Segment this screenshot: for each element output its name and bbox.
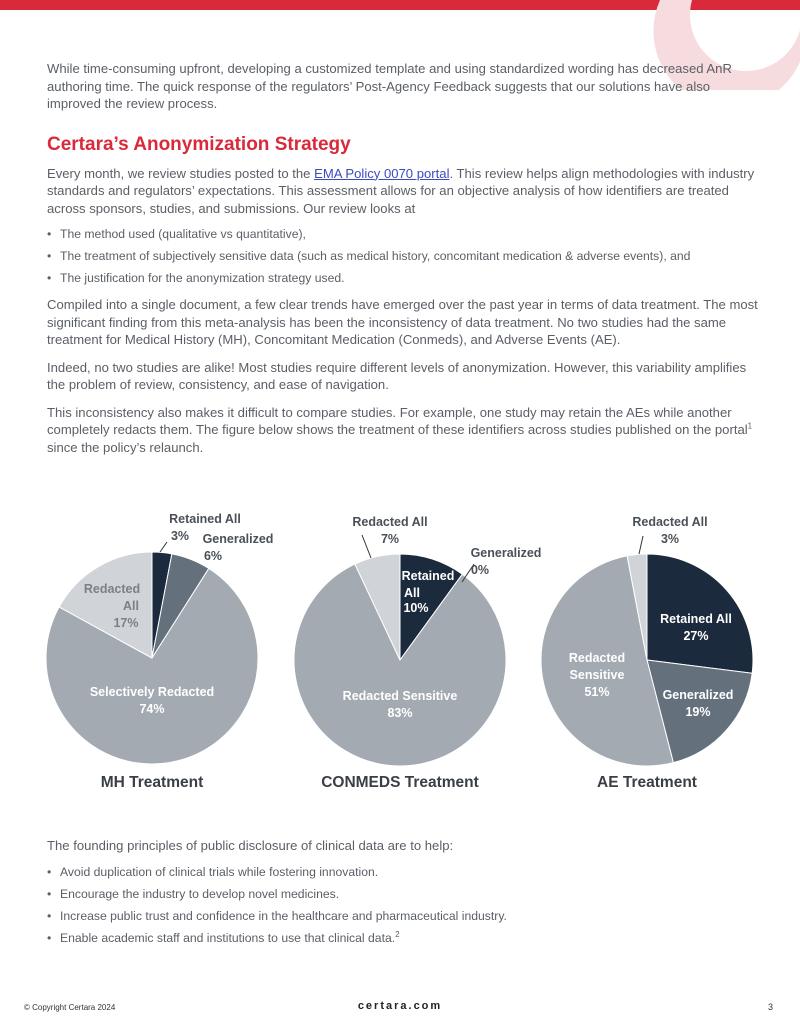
main-content bbox=[47, 60, 759, 466]
chart-title: MH Treatment bbox=[100, 774, 204, 791]
slice-category-label: Redacted All bbox=[352, 515, 428, 529]
slice-category-label: Retained All bbox=[660, 612, 732, 626]
treatment-pie-charts bbox=[0, 500, 800, 800]
slice-value-label: 0% bbox=[470, 563, 490, 577]
list-item: • Increase public trust and confidence in the healthcare and pharmaceutical industry. bbox=[47, 909, 759, 924]
review-criteria-list bbox=[47, 227, 759, 286]
slice-category-label: Retained bbox=[401, 569, 455, 583]
slice-value-label: 10% bbox=[403, 601, 429, 615]
trends-paragraph: Compiled into a single document, a few clear trends have emerged over the past year in terms of data treatment. The most significant finding from this meta-analysis has been the inconsistency of data treatment. No two studies had the same treatment for Medical History (MH), Concomitant Medication (Conmeds), and Adverse Events (AE). bbox=[47, 297, 758, 347]
label-leader-line bbox=[639, 536, 643, 554]
principles-intro: The founding principles of public disclosure of clinical data are to help: bbox=[47, 838, 454, 853]
slice-category-label: Redacted Sensitive bbox=[342, 689, 458, 703]
slice-category-label: Redacted All bbox=[632, 515, 708, 529]
label-leader-line bbox=[362, 535, 371, 558]
slice-value-label: 7% bbox=[380, 532, 400, 546]
intro-paragraph: While time-consuming upfront, developing a customized template and using standardized wording has decreased AnR authoring time. The quick response of the regulators’ Post-Agency Feedback suggests that our solutions have also improved the review process. bbox=[47, 61, 732, 111]
strategy-text-start: Every month, we review studies posted to the bbox=[47, 165, 315, 181]
slice-category-label: Redacted bbox=[568, 651, 626, 665]
label-leader-line bbox=[160, 542, 167, 552]
list-item bbox=[47, 931, 759, 946]
principles-list bbox=[47, 865, 759, 946]
strategy-text-end: . This review helps align methodologies with industry standards and regulators’ expectations. This assessment allows for an objective analysis of how identifiers are treated across sponsors, studies, and submissions. Our review looks at bbox=[47, 165, 755, 216]
slice-category-label: All bbox=[123, 599, 139, 613]
inconsistency-text-end: since the policy’s relaunch. bbox=[47, 439, 204, 455]
slice-category-label: All bbox=[404, 586, 420, 600]
slice-category-label: Generalized bbox=[662, 688, 734, 702]
inconsistency-text: This inconsistency also makes it difficult to compare studies. For example, one study may retain the AEs while another completely redacts them. The figure below shows the treatment of these identifiers across studies published on the portal bbox=[47, 404, 748, 437]
list-item: • Encourage the industry to develop novel medicines. bbox=[47, 887, 759, 902]
slice-category-label: Generalized bbox=[470, 546, 542, 560]
slice-value-label: 3% bbox=[660, 532, 680, 546]
list-item: • The method used (qualitative vs quantitative), bbox=[47, 227, 759, 242]
slice-category-label: Selectively Redacted bbox=[89, 685, 215, 699]
footnote-ref-2[interactable]: 2 bbox=[395, 929, 400, 939]
variability-paragraph: Indeed, no two studies are alike! Most studies require different levels of anonymization. However, this variability amplifies the problem of review, consistency, and ease of navigation. bbox=[47, 359, 747, 392]
chart-title: AE Treatment bbox=[597, 774, 697, 791]
slice-category-label: Generalized bbox=[202, 532, 274, 546]
list-item: • The justification for the anonymization strategy used. bbox=[47, 271, 759, 286]
footer-site: certara.com bbox=[357, 1000, 443, 1012]
slice-value-label: 83% bbox=[387, 706, 413, 720]
slice-category-label: Redacted bbox=[83, 582, 141, 596]
list-item: • The treatment of subjectively sensitive data (such as medical history, concomitant medication & adverse events), and bbox=[47, 249, 759, 264]
slice-category-label: Retained All bbox=[169, 512, 241, 526]
slice-category-label: Sensitive bbox=[569, 668, 625, 682]
slice-value-label: 74% bbox=[139, 702, 165, 716]
section-heading: Certara’s Anonymization Strategy bbox=[47, 133, 351, 155]
slice-value-label: 27% bbox=[683, 629, 709, 643]
slice-value-label: 51% bbox=[584, 685, 610, 699]
slice-value-label: 3% bbox=[170, 529, 190, 543]
slice-value-label: 17% bbox=[113, 616, 139, 630]
footnote-ref-1[interactable]: 1 bbox=[747, 421, 753, 431]
footer-page-number: 3 bbox=[768, 1002, 774, 1012]
ema-portal-link[interactable]: EMA Policy 0070 portal bbox=[314, 165, 450, 181]
chart-title: CONMEDS Treatment bbox=[321, 774, 479, 791]
list-item-text: Enable academic staff and institutions to use that clinical data. bbox=[60, 930, 396, 945]
strategy-paragraph bbox=[47, 165, 759, 218]
pie-charts-svg bbox=[0, 500, 800, 800]
footer-copyright: © Copyright Certara 2024 bbox=[24, 1003, 116, 1012]
list-item: • Avoid duplication of clinical trials while fostering innovation. bbox=[47, 865, 759, 880]
principles-section bbox=[47, 837, 759, 956]
slice-value-label: 6% bbox=[203, 549, 223, 563]
slice-value-label: 19% bbox=[685, 705, 711, 719]
inconsistency-paragraph bbox=[47, 404, 759, 457]
